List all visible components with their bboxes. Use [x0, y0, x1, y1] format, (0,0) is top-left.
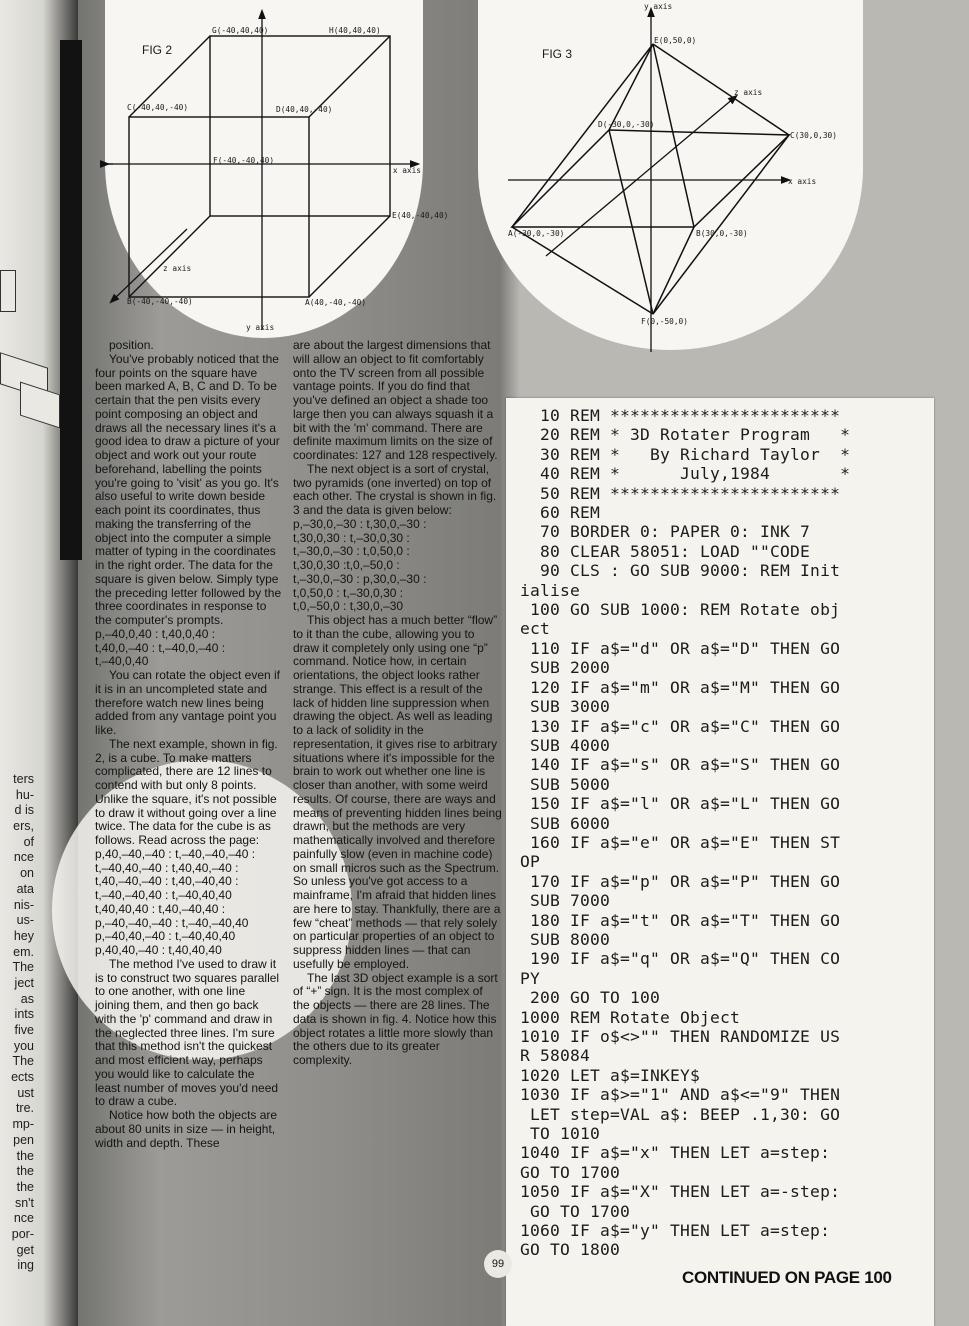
data-line: t,30,0,30 : t,–30,0,30 : [293, 530, 410, 545]
listing-line: 200 GO TO 100 [520, 988, 661, 1008]
listing-line: 190 IF a$="q" OR a$="Q" THEN CO [520, 949, 841, 969]
data-line: t,–40,40,–40 : t,40,40,–40 : [95, 860, 239, 875]
article-column-1 [95, 339, 282, 1150]
fig2-point-a: A(40,-40,-40) [305, 298, 367, 307]
facing-page-word: em. [13, 944, 34, 959]
facing-page-word: tre. [15, 1101, 34, 1116]
facing-page-word: ints [14, 1007, 34, 1022]
paragraph: Notice how both the objects are about 80 units in size — in height, width and depth. These [95, 1108, 278, 1150]
data-line: t,40,0,–40 : t,–40,0,–40 : [95, 640, 226, 655]
facing-page-word: ects [11, 1070, 34, 1085]
data-line: t,–40,–40,40 : t,–40,40,40 [95, 888, 232, 902]
data-line: p,–40,0,40 : t,40,0,40 : [95, 626, 216, 641]
fig3-x-axis-label: x axis [788, 177, 817, 186]
listing-line: 120 IF a$="m" OR a$="M" THEN GO [520, 677, 841, 697]
listing-line: 1060 IF a$="y" THEN LET a=step: [520, 1221, 831, 1241]
fig2-point-h: H(40,40,40) [329, 26, 381, 35]
listing-line: 1050 IF a$="X" THEN LET a=-step: [520, 1182, 841, 1202]
data-line: t,–40,0,40 [95, 654, 149, 669]
facing-page-block-1 [0, 270, 16, 312]
data-line: t,0,–50,0 : t,30,0,–30 [293, 599, 404, 614]
continued-notice: CONTINUED ON PAGE 100 [682, 1268, 892, 1287]
data-line: p,–40,40,–40 : t,–40,40,40 [95, 929, 236, 944]
listing-line: GO TO 1700 [520, 1201, 631, 1221]
facing-page-word: ata [16, 881, 34, 896]
listing-line: SUB 6000 [520, 813, 611, 833]
listing-line: 100 GO SUB 1000: REM Rotate obj [520, 600, 841, 620]
data-line: t,40,–40,–40 : t,40,–40,40 : [95, 874, 239, 889]
listing-line: 10 REM *********************** [520, 406, 841, 425]
listing-line: SUB 4000 [520, 735, 611, 755]
data-line: p,40,40,–40 : t,40,40,40 [95, 943, 222, 957]
facing-page-word: nis- [13, 897, 34, 912]
facing-page-word: d is [14, 803, 34, 818]
facing-page-word: ters [13, 772, 34, 786]
paragraph: The next object is a sort of crystal, two pyramids (one inverted) on top of each other. The crystal is shown in fig. 3 and the data is given below: [293, 461, 497, 517]
facing-page-word: ust [17, 1085, 34, 1100]
basic-program-listing [506, 398, 934, 1326]
data-line: p,–30,0,–30 : t,30,0,–30 : [293, 516, 427, 531]
page-number: 99 [484, 1250, 512, 1278]
fig3-label: FIG 3 [542, 47, 573, 61]
listing-line: 170 IF a$="p" OR a$="P" THEN GO [520, 871, 841, 891]
listing-line: 1040 IF a$="x" THEN LET a=step: [520, 1143, 831, 1163]
listing-line: SUB 3000 [520, 697, 611, 717]
listing-line: 1030 IF a$>="1" AND a$<="9" THEN [520, 1085, 841, 1105]
facing-page-word: the [16, 1148, 34, 1163]
fig2-point-f: F(-40,-40,40) [213, 156, 275, 165]
facing-page-shadow-bar [60, 40, 82, 560]
paragraph: The method I've used to draw it is to construct two squares parallel to one another, with one line joining them, and then go back with the 'p' command and draw in the neglected three lines. I'm sure that this method isn't the quickest and most efficient way, perhaps you would like to calculate the least number of moves you'd need to draw a cube. [95, 956, 280, 1109]
listing-line: 80 CLEAR 58051: LOAD ""CODE [520, 541, 811, 561]
listing-line: ialise [520, 580, 581, 600]
facing-page-word: hu- [15, 787, 34, 802]
facing-page-word: you [13, 1038, 34, 1053]
listing-code [506, 398, 934, 1260]
data-line: t,30,0,30 :t,0,–50,0 : [293, 558, 400, 572]
data-line: t,40,40,40 : t,40,–40,40 : [95, 901, 226, 916]
facing-page-word: five [14, 1023, 34, 1037]
listing-line: 140 IF a$="s" OR a$="S" THEN GO [520, 755, 841, 775]
data-line: t,–30,0,–30 : p,30,0,–30 : [293, 571, 427, 586]
listing-line: 130 IF a$="c" OR a$="C" THEN GO [520, 716, 841, 736]
listing-line: 50 REM *********************** [520, 483, 841, 503]
fig3-point-f: F(0,-50,0) [641, 317, 688, 326]
paragraph: position. [109, 338, 154, 352]
listing-line: PY [520, 968, 541, 988]
paragraph: This object has a much better “flow” to it than the cube, allowing you to draw it completely only using one “p” command. Notice how, in certain orientations, the object looks rather strange. This effect is a result of the lack of hidden line suppression when drawing the object. As well as leading to a lack of solidity in the representation, it gives rise to arbitrary situations where it's impossible for the brain to work out whether one line is closer than another, with some weird results. Of course, there are ways and means of preventing hidden lines being drawn, but the methods are very mathematically involved and therefore painfully slow (even in machine code) on small micros such as the Spectrum. So unless you've got access to a mainframe, I'm afraid that hidden lines are here to stay. Thankfully, there are a few “cheat” methods — that rely solely on particular properties of an object to suppress hidden lines — that can usefully be employed. [293, 613, 502, 971]
paragraph: You can rotate the object even if it is in an uncompleted state and therefore watch new lines being added from any vantage point you like. [95, 668, 281, 737]
listing-line: 150 IF a$="l" OR a$="L" THEN GO [520, 794, 841, 814]
listing-line: 1010 IF o$<>"" THEN RANDOMIZE US [520, 1027, 841, 1046]
fig2-point-e: E(40,-40,40) [392, 211, 449, 220]
data-line: t,0,50,0 : t,–30,0,30 : [293, 585, 404, 600]
fig3-point-a: A(-30,0,-30) [508, 229, 565, 238]
facing-page-text-fragment [0, 772, 34, 1274]
listing-line: GO TO 1800 [520, 1240, 621, 1260]
listing-line: GO TO 1700 [520, 1162, 621, 1182]
data-line: p,–40,–40,–40 : t,–40,–40,40 [95, 915, 249, 930]
listing-line: 60 REM [520, 503, 601, 523]
fig2-z-axis-label: z axis [163, 264, 192, 273]
listing-line: SUB 5000 [520, 774, 611, 794]
listing-line: TO 1010 [520, 1124, 601, 1144]
facing-page-word: ject [14, 975, 34, 990]
listing-line: R 58084 [520, 1046, 591, 1066]
data-line: t,–30,0,–30 : t,0,50,0 : [293, 544, 410, 559]
fig2-circle [105, 0, 449, 338]
listing-line: SUB 7000 [520, 891, 611, 911]
fig2-point-c: C(-40,40,-40) [127, 103, 189, 112]
fig3-point-c: C(30,0,30) [790, 131, 837, 140]
listing-line: ect [520, 619, 551, 639]
facing-page-word: the [16, 1164, 34, 1179]
fig2-point-g: G(-40,40,40) [212, 26, 269, 35]
facing-page-word: The [12, 1054, 34, 1069]
facing-page-word: get [16, 1242, 34, 1257]
listing-line: 30 REM * By Richard Taylor * [520, 444, 851, 464]
facing-page-word: pen [13, 1132, 34, 1147]
fig3-diagram [478, 0, 863, 350]
facing-page-word: nce [13, 1211, 34, 1226]
facing-page-word: The [12, 960, 34, 975]
facing-page-word: us- [16, 913, 34, 928]
fig2-diagram [105, 0, 449, 338]
paragraph: You've probably noticed that the four points on the square have been marked A, B, C and D. To be certain that the pen visits every point composing an object and draws all the necessary lines it's a good idea to draw a picture of your object and work out your route beforehand, labelling the points you're going to 'visit' as you go. It's also useful to write down beside each point its coordinates, thus making the transferring of the object into the computer a simple matter of typing in the coordinates in the right order. The data for the square is given below. Simply type the preceding letter followed by the three coordinates in response to the computer's prompts. [95, 351, 282, 627]
fig3-z-axis-label: z axis [734, 88, 763, 97]
listing-line: SUB 2000 [520, 658, 611, 678]
facing-page-word: hey [13, 928, 34, 943]
listing-line: 110 IF a$="d" OR a$="D" THEN GO [520, 638, 841, 658]
listing-line: OP [520, 852, 541, 872]
facing-page-word: por- [11, 1226, 34, 1241]
listing-line: 40 REM * July,1984 * [520, 464, 851, 484]
paragraph: The next example, shown in fig. 2, is a cube. To make matters complicated, there are 12 lines to contend with but only 8 points. Unlike the square, it's not possible to draw it without going over a line twice. The data for the cube is as follows. Read across the page: [95, 736, 278, 847]
paragraph: are about the largest dimensions that will allow an object to fit comfortably onto the TV screen from all possible vantage points. If you do find that you've defined an object a shade too large then you can always squash it a bit with the 'm' command. There are definite maximum limits on the size of coordinates: 127 and 128 respectively. [293, 338, 498, 462]
paragraph: The last 3D object example is a sort of “+” sign. It is the most complex of the objects — there are 28 lines. The data is shown in fig. 4. Notice how this object rotates a little more slowly than the others due to its greater complexity. [293, 970, 498, 1067]
facing-page-word: as [20, 991, 34, 1006]
facing-page-word: mp- [12, 1117, 34, 1132]
listing-line: 1020 LET a$=INKEY$ [520, 1065, 701, 1085]
listing-line: 1000 REM Rotate Object [520, 1007, 741, 1027]
listing-line: SUB 8000 [520, 929, 611, 949]
fig2-label: FIG 2 [142, 43, 173, 57]
facing-page-word: of [23, 834, 34, 849]
fig3-y-axis-label: y axis [644, 2, 673, 11]
listing-line: 70 BORDER 0: PAPER 0: INK 7 [520, 522, 811, 542]
facing-page-word: the [16, 1179, 34, 1194]
fig2-x-axis-label: x axis [392, 166, 421, 175]
fig3-point-b: B(30,0,-30) [696, 229, 748, 238]
facing-page-word: ing [17, 1258, 34, 1273]
listing-line: 160 IF a$="e" OR a$="E" THEN ST [520, 832, 841, 852]
facing-page-word: on [20, 866, 34, 881]
fig3-point-d: D(-30,0,-30) [598, 120, 655, 129]
listing-line: LET step=VAL a$: BEEP .1,30: GO [520, 1104, 841, 1124]
listing-line: 20 REM * 3D Rotater Program * [520, 425, 851, 445]
fig2-point-b: B(-40,-40,-40) [127, 297, 193, 306]
fig3-circle [478, 0, 863, 350]
facing-page-word: sn't [14, 1195, 34, 1210]
fig3-point-e: E(0,50,0) [654, 36, 697, 45]
data-line: p,40,–40,–40 : t,–40,–40,–40 : [95, 846, 256, 861]
facing-page-word: ers, [13, 819, 34, 834]
fig2-point-d: D(40,40,-40) [276, 105, 333, 114]
listing-line: 180 IF a$="t" OR a$="T" THEN GO [520, 910, 841, 930]
facing-page-word: nce [13, 850, 34, 865]
fig2-y-axis-label: y axis [246, 323, 275, 332]
article-column-2 [293, 339, 502, 1068]
listing-line: 90 CLS : GO SUB 9000: REM Init [520, 561, 841, 581]
